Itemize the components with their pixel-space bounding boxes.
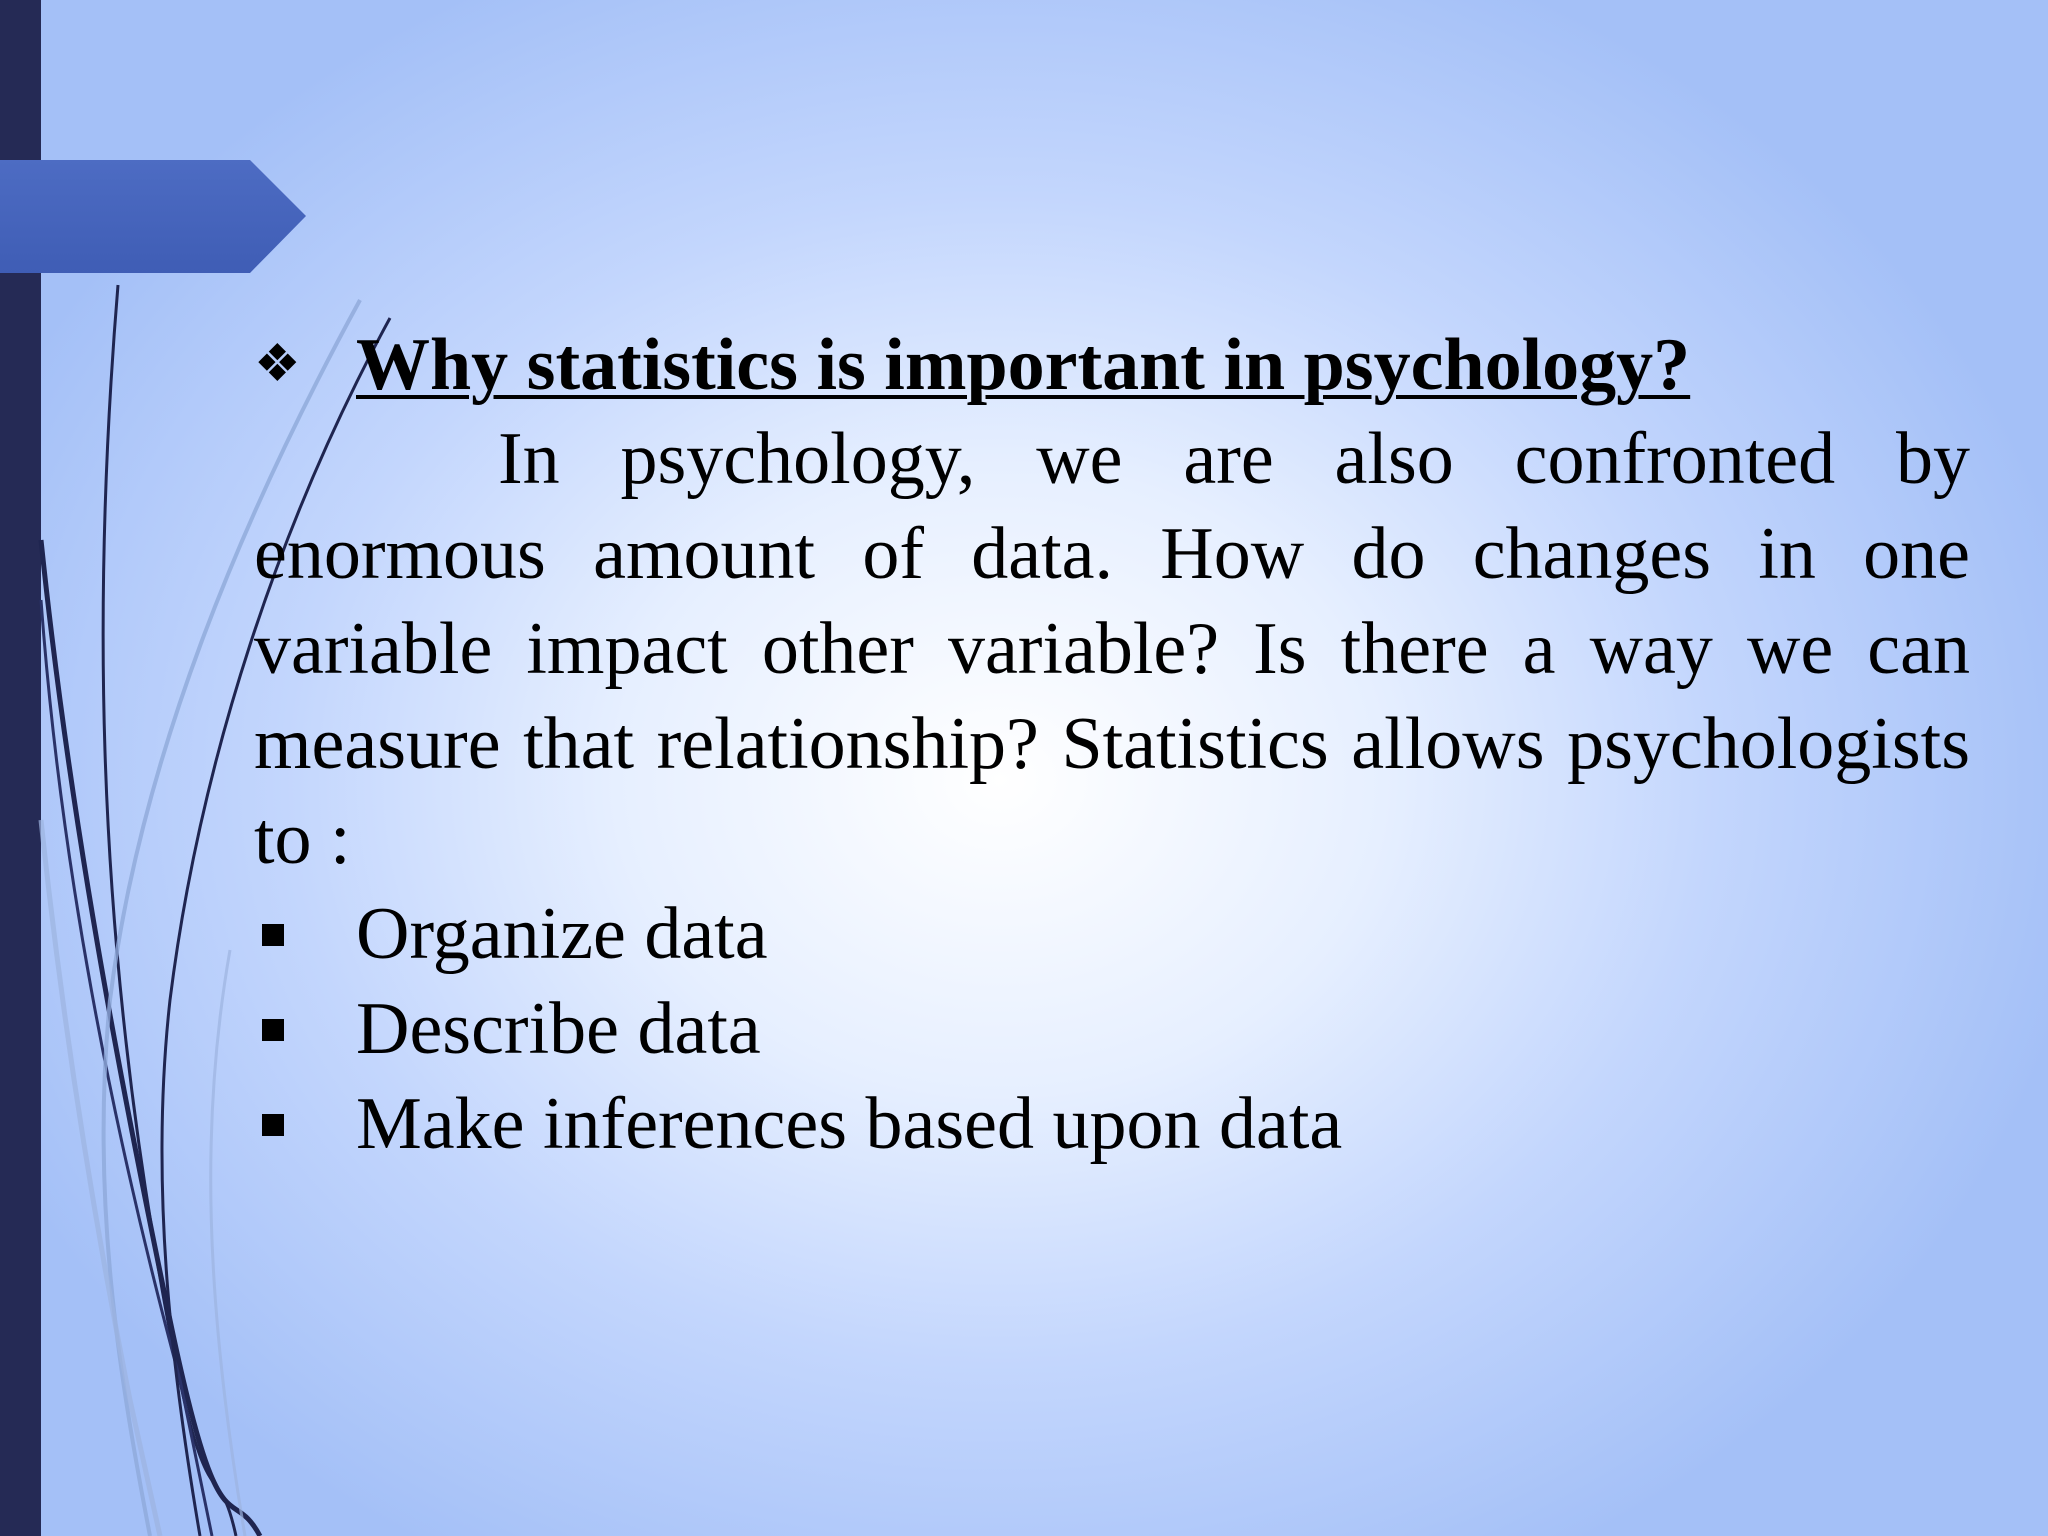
square-bullet-icon (254, 1077, 356, 1172)
arrow-tab-decoration (0, 160, 306, 273)
list-item-text: Describe data (356, 988, 761, 1070)
heading-text: Why statistics is important in psychology? (356, 324, 1691, 406)
square-bullet-icon (254, 982, 356, 1077)
list-item (254, 887, 1970, 982)
square-bullet-icon (254, 887, 356, 982)
list-item (254, 982, 1970, 1077)
diamond-bullet-icon: ❖ (254, 336, 301, 393)
slide-heading (254, 318, 1970, 412)
list-item-text: Make inferences based upon data (356, 1083, 1343, 1165)
slide-content (254, 318, 1970, 1172)
bullet-list (254, 887, 1970, 1172)
list-item (254, 1077, 1970, 1172)
list-item-text: Organize data (356, 893, 768, 975)
body-paragraph: In psychology, we are also confronted by enormous amount of data. How do changes in one variable impact other variable? Is there a way we can measure that relationship? Statistics allows psychologists to : (254, 418, 1970, 880)
